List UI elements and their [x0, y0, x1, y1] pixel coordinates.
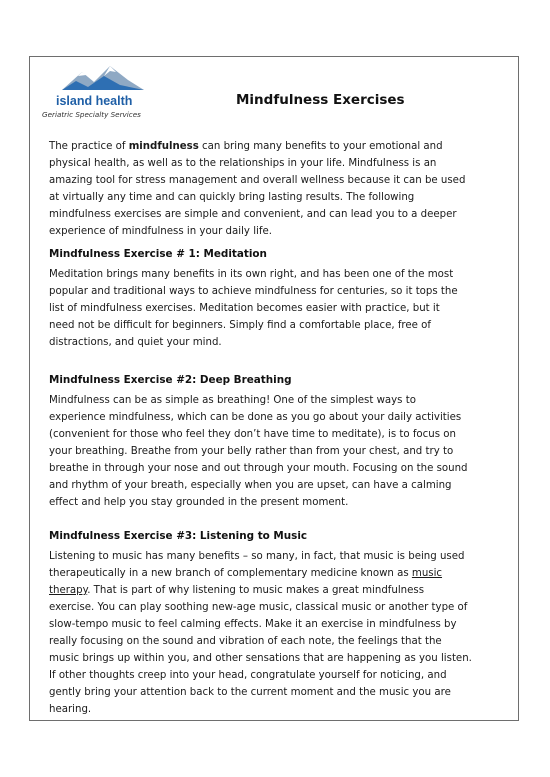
paragraph-line [49, 582, 504, 599]
paragraph-line: music brings up within you, and other sensations that are happening as you listen. [49, 653, 472, 664]
paragraph-text: therapeutically in a new branch of complementary medicine known as [49, 568, 412, 579]
music-therapy-link[interactable]: music [411, 568, 443, 579]
paragraph-line: Meditation brings many benefits in its own right, and has been one of the most [49, 269, 454, 280]
paragraph-line: hearing. [49, 704, 92, 715]
paragraph-line: If other thoughts creep into your head, congratulate yourself for noticing, and [49, 670, 447, 681]
intro-line: physical health, as well as to the relationships in your life. Mindfulness is an [49, 158, 437, 169]
paragraph-line: breathe in through your nose and out through your mouth. Focusing on the sound [49, 463, 468, 474]
brand-name: island health [56, 94, 133, 108]
paragraph-line [49, 565, 504, 582]
section-paragraph-listening-to-music [49, 548, 504, 718]
paragraph-line: (convenient for those who feel they don’t have time to meditate), is to focus on [49, 429, 456, 440]
paragraph-text: . That is part of why listening to music makes a great mindfulness [87, 585, 425, 596]
paragraph-line: and rhythm of your breath, especially when you are upset, can have a calming [49, 480, 452, 491]
paragraph-line: distractions, and quiet your mind. [49, 337, 222, 348]
paragraph-line: Mindfulness can be as simple as breathing! One of the simplest ways to [49, 395, 416, 406]
intro-line: mindfulness exercises are simple and convenient, and can lead you to a deeper [49, 209, 457, 220]
music-therapy-link[interactable]: therapy [49, 585, 88, 596]
intro-line: amazing tool for stress management and overall wellness because it can be used [49, 175, 466, 186]
page-title: Mindfulness Exercises [236, 92, 405, 108]
paragraph-line: experience mindfulness, which can be done as you go about your daily activities [49, 412, 462, 423]
intro-line [49, 138, 504, 155]
section-heading-listening-to-music: Mindfulness Exercise #3: Listening to Music [49, 530, 308, 542]
intro-text: can bring many benefits to your emotional and [198, 141, 443, 152]
island-health-logo [42, 62, 162, 124]
section-paragraph-deep-breathing [49, 392, 504, 511]
paragraph-line: gently bring your attention back to the current moment and the music you are [49, 687, 451, 698]
keyword-mindfulness: mindfulness [128, 141, 199, 152]
intro-paragraph [49, 138, 504, 240]
paragraph-line: slow-tempo music to feel calming effects. Make it an exercise in mindfulness by [49, 619, 457, 630]
brand-subtitle: Geriatric Specialty Services [42, 110, 141, 119]
mountain-logo-icon [60, 62, 146, 94]
paragraph-line: effect and help you stay grounded in the present moment. [49, 497, 349, 508]
paragraph-line: need not be difficult for beginners. Simply find a comfortable place, free of [49, 320, 431, 331]
section-heading-deep-breathing: Mindfulness Exercise #2: Deep Breathing [49, 374, 292, 386]
intro-line: at virtually any time and can quickly bring lasting results. The following [49, 192, 415, 203]
paragraph-line: Listening to music has many benefits – so many, in fact, that music is being used [49, 551, 465, 562]
paragraph-line: really focusing on the sound and vibration of each note, the feelings that the [49, 636, 442, 647]
intro-text: The practice of [49, 141, 129, 152]
paragraph-line: exercise. You can play soothing new-age music, classical music or another type of [49, 602, 468, 613]
section-heading-meditation: Mindfulness Exercise # 1: Meditation [49, 248, 267, 260]
section-paragraph-meditation [49, 266, 504, 351]
intro-line: experience of mindfulness in your daily life. [49, 226, 272, 237]
paragraph-line: your breathing. Breathe from your belly rather than from your chest, and try to [49, 446, 454, 457]
paragraph-line: list of mindfulness exercises. Meditation becomes easier with practice, but it [49, 303, 440, 314]
paragraph-line: popular and traditional ways to achieve mindfulness for centuries, so it tops the [49, 286, 458, 297]
